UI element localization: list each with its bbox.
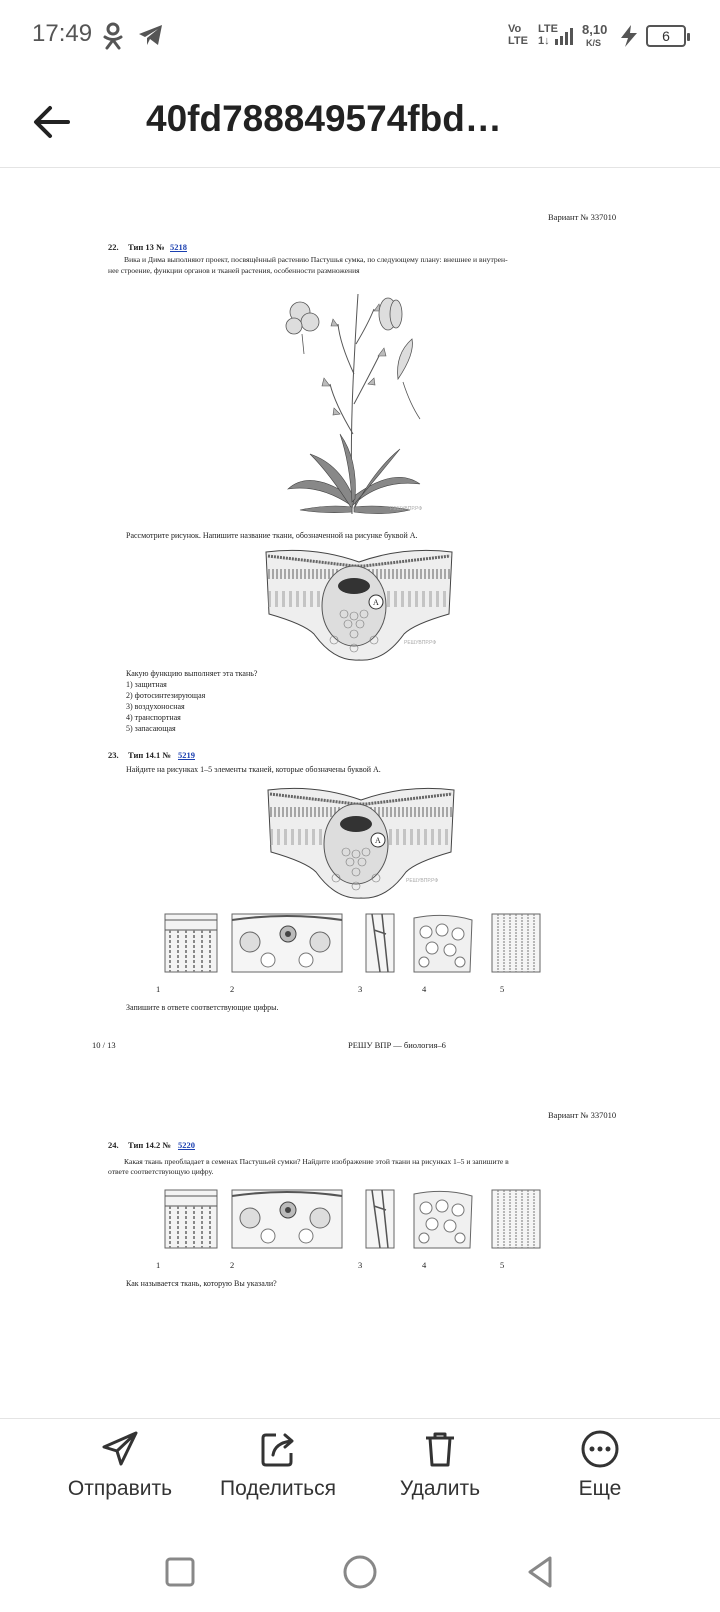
q22-type: Тип 13 № [128,242,165,252]
tissue-label-2-2: 2 [230,1260,235,1270]
variant-label-2: Вариант № 337010 [548,1110,617,1120]
home-icon[interactable] [340,1552,380,1592]
tissue-label-4: 4 [422,984,427,994]
tissue-image-5 [492,914,540,972]
network-lte-a: LTE [508,35,528,47]
network-vo: Vo [508,23,522,35]
share-label: Поделиться [220,1477,336,1500]
q22-option-4: 4) транспортная [126,713,181,722]
q24-text-line1: Какая ткань преобладает в семенах Пастушьей сумки? Найдите изображение этой ткани на рисунках 1–5 и запишите в [124,1157,509,1166]
q22-link[interactable]: 5218 [170,242,187,252]
app-bar [0,72,720,168]
tissue-label-1: 1 [156,984,161,994]
leaf-cross-section-figure [264,544,454,664]
network-lte-b-sub: 1↓ [538,35,550,47]
tissue-label-2-3: 3 [358,1260,363,1270]
more-icon [580,1429,620,1469]
status-bar [0,0,720,72]
status-time: 17:49 [32,20,93,47]
document-viewer[interactable] [0,168,720,1418]
action-bar [0,1418,720,1530]
back-arrow-icon[interactable] [30,100,74,144]
recent-apps-icon[interactable] [160,1552,200,1592]
network-speed-unit: K/S [586,38,602,48]
q22-question: Какую функцию выполняет эта ткань? [126,669,258,678]
q24-number: 24. [108,1140,119,1150]
q23-number: 23. [108,750,119,760]
back-nav-icon[interactable] [520,1552,560,1592]
tissue-image-2 [232,914,342,972]
tissue-strip-1 [156,910,560,1000]
q23-answer-hint: Запишите в ответе соответствующие цифры. [126,1003,279,1012]
network-lte-b: LTE [538,23,558,35]
share-button[interactable] [198,1429,358,1501]
q22-option-5: 5) запасающая [126,724,176,733]
send-button[interactable] [40,1429,200,1501]
trash-icon [420,1429,460,1469]
q22-prompt: Рассмотрите рисунок. Напишите название ткани, обозначенной на рисунке буквой А. [126,531,418,540]
tissue-image-4 [414,915,472,972]
send-icon [100,1429,140,1469]
battery-indicator: 6 [646,25,686,47]
q24-type: Тип 14.2 № [128,1140,171,1150]
leaf-label-a: А [373,598,379,607]
more-button[interactable] [520,1429,680,1501]
send-label: Отправить [67,1477,173,1500]
more-label: Еще [578,1477,622,1500]
leaf-watermark-2: РЕШУВПР.РФ [406,878,439,884]
share-icon [258,1429,298,1469]
plant-watermark: РЕШУВПР.РФ [390,506,423,512]
q22-number: 22. [108,242,119,252]
system-nav-bar [0,1530,720,1612]
tissue-image-1 [165,914,217,972]
odnoklassniki-icon [102,22,124,54]
tissue-label-2-1: 1 [156,1260,161,1270]
q23-type: Тип 14.1 № [128,750,171,760]
tissue-image-3 [366,914,394,972]
delete-label: Удалить [399,1477,481,1500]
q24-question: Как называется ткань, которую Вы указали? [126,1279,277,1288]
page-footer-site: РЕШУ ВПР — биология–6 [348,1040,446,1050]
tissue-label-3: 3 [358,984,363,994]
tissue-strip-2 [156,1186,560,1276]
leaf-label-a-2: А [375,836,381,845]
q22-option-1: 1) защитная [126,680,167,689]
shepherds-purse-illustration [280,284,440,524]
charging-icon [618,24,640,52]
leaf-cross-section-figure-2 [266,782,456,902]
file-title: 40fd788849574fbd… [146,98,502,139]
tissue-label-2-5: 5 [500,1260,505,1270]
q22-option-3: 3) воздухоносная [126,702,185,711]
q23-text: Найдите на рисунках 1–5 элементы тканей, которые обозначены буквой А. [126,765,381,774]
variant-label: Вариант № 337010 [548,212,617,222]
signal-icon [554,26,574,50]
q22-text-line2: нее строение, функции органов и тканей растения, особенности размножения [108,266,360,275]
leaf-watermark: РЕШУВПР.РФ [404,640,437,646]
telegram-icon [138,24,164,50]
tissue-label-2: 2 [230,984,235,994]
tissue-label-5: 5 [500,984,505,994]
q22-text-line1: Вика и Дима выполняют проект, посвящённый растению Пастушья сумка, по следующему плану: внешнее и внутрен- [124,255,508,264]
q24-link[interactable]: 5220 [178,1140,195,1150]
q24-text-line2: ответе соответствующую цифру. [108,1167,214,1176]
page-footer-number: 10 / 13 [92,1040,116,1050]
network-speed-value: 8,10 [582,22,608,37]
q22-option-2: 2) фотосинтезирующая [126,691,206,700]
q23-link[interactable]: 5219 [178,750,195,760]
delete-button[interactable] [360,1429,520,1501]
tissue-label-2-4: 4 [422,1260,427,1270]
